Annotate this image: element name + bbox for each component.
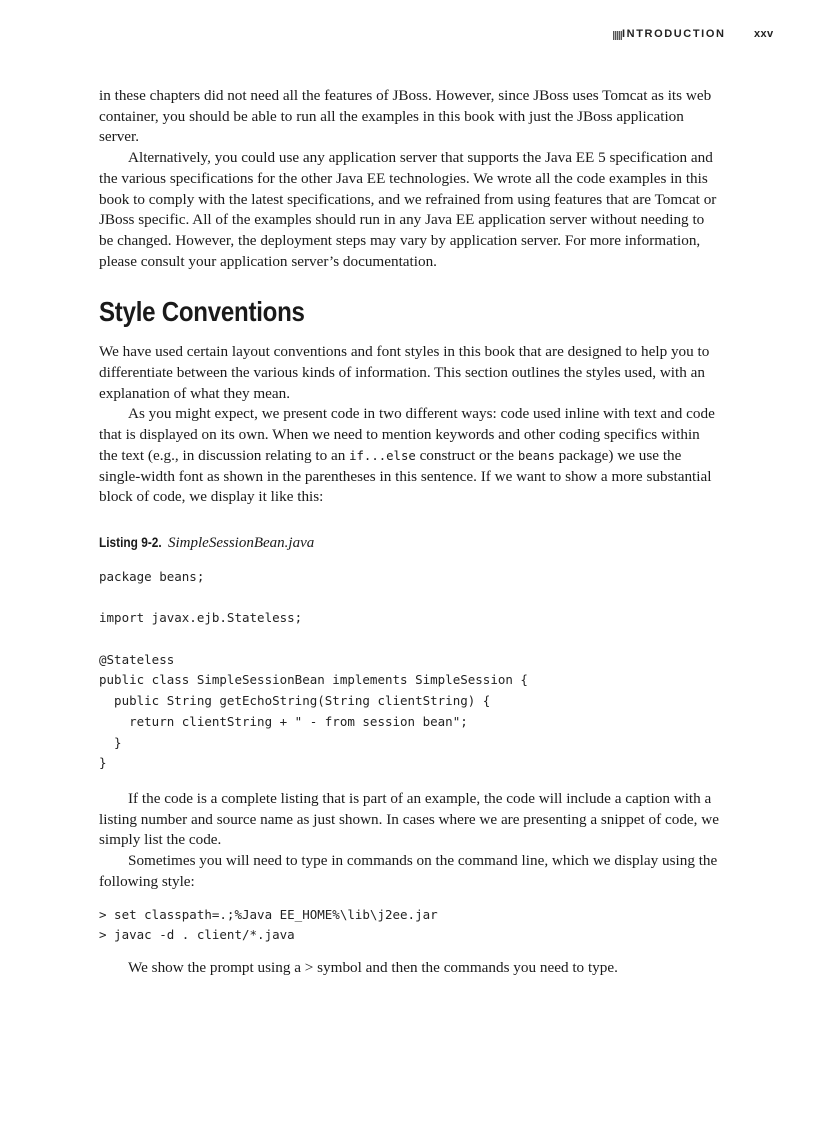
paragraph-continued: in these chapters did not need all the features of JBoss. However, since JBoss uses Tomcat as its web container, you should be able to run all the examples in this book with just the JBoss application server. [99,87,712,146]
paragraph-app-servers: Alternatively, you could use any application server that supports the Java EE 5 specification and the various specifications for the other Java EE technologies. We wrote all the code examples in this book to comply with the latest specifications, and we refrained from using features that are Tomcat or JBoss specific. All of the examples should run in any Java EE application server without needing to be changed. However, the deployment steps may vary by application server. For more information, please consult your application server’s documentation. [99,149,717,270]
inline-code-if-else: if...else [349,448,416,463]
page-number: xxv [754,28,774,40]
listing-caption [99,533,719,553]
paragraph-prompt: We show the prompt using a > symbol and then the commands you need to type. [128,958,618,976]
paragraph-code-styles-part-1: As you might expect, we present code in two different ways: code used inline with text and code that is displayed on its own. When we need to mention keywords and other coding specifics within the text (e.g., in discussion relating to an [99,405,715,464]
paragraph-code-styles-part-3: package) we use the single-width font as shown in the parentheses in this sentence. If we want to show a more substantial block of code, we display it like this: [99,446,712,506]
command-line-example: > set classpath=.;%Java EE_HOME%\lib\j2ee.jar > javac -d . client/*.java [99,906,438,943]
inline-code-beans: beans [517,448,555,463]
paragraph-code-styles-part-2: construct or the [415,446,518,464]
section-title: INTRODUCTION [622,28,726,40]
paragraph-listing-explanation: If the code is a complete listing that is part of an example, the code will include a caption with a listing number and source name as just shown. In cases where we are presenting a snippet of code, we simply list the code. [99,789,719,849]
section-marker-icon [613,31,622,40]
paragraph-conventions-intro: We have used certain layout conventions and font styles in this book that are designed to help you to differentiate between the various kinds of information. This section outlines the styles used, with an explanation of what they mean. [99,343,710,402]
code-listing: package beans; import javax.ejb.Stateless; @Stateless public class SimpleSessionBean implements SimpleSession { public String getEchoString(String clientString) { return clientString + " - from session bean"; } } [99,568,528,771]
listing-source-name: SimpleSessionBean.java [168,534,315,551]
paragraph-code-styles [99,404,719,508]
page-body [99,86,719,979]
listing-number: Listing 9-2. [99,534,162,550]
paragraph-command-line: Sometimes you will need to type in commands on the command line, which we display using the following style: [99,852,718,890]
section-heading: Style Conventions [99,296,305,328]
running-head [0,28,816,44]
